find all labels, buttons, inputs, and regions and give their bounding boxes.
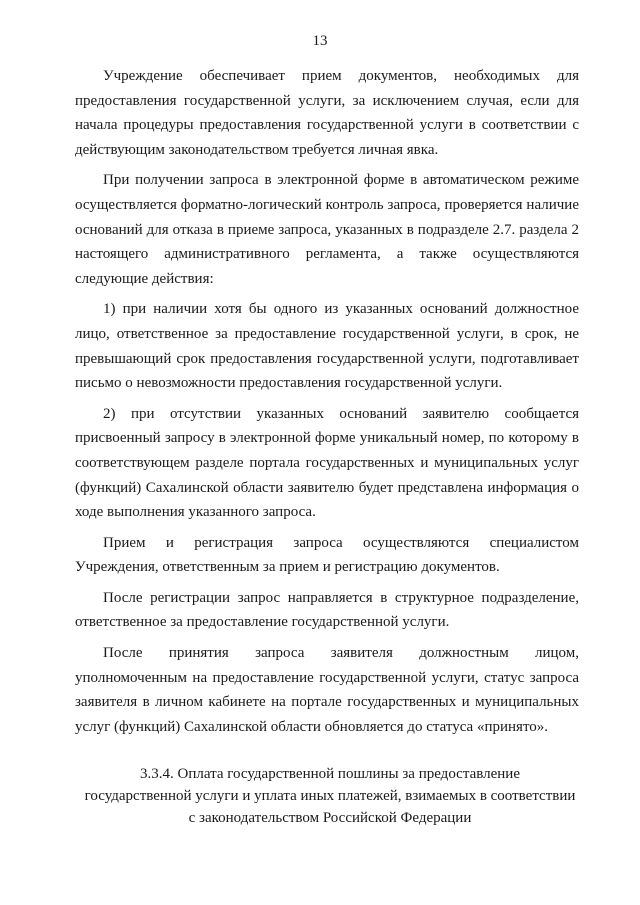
paragraph-7: После принятия запроса заявителя должностным лицом, уполномоченным на предоставление государственной услуги, статус запроса заявителя в личном кабинете на портале государственных и муниципальных услуг (функций) Сахалинской области обновляется до статуса «принято». (75, 645, 579, 735)
paragraph-6: После регистрации запрос направляется в структурное подразделение, ответственное за предоставление государственной услуги. (75, 589, 579, 631)
paragraph-2: При получении запроса в электронной форме в автоматическом режиме осуществляется форматно-логический контроль запроса, проверяется наличие оснований для отказа в приеме запроса, указанных в подразделе 2.7. раздела 2 настоящего административного регламента, а также осуществляются следующие действия: (75, 172, 579, 287)
section-heading-line: государственной услуги и уплата иных платежей, взимаемых в соответствии (84, 788, 576, 804)
section-heading (60, 763, 600, 829)
page-number: 13 (312, 33, 328, 49)
section-heading-line: с законодательством Российской Федерации (188, 810, 472, 826)
paragraph-3: 1) при наличии хотя бы одного из указанных оснований должностное лицо, ответственное за предоставление государственной услуги, в срок, не превышающий срок предоставления государственной услуги, подготавливает письмо о невозможности предоставления государственной услуги. (75, 301, 579, 392)
paragraph-5: Прием и регистрация запроса осуществляются специалистом Учреждения, ответственным за прием и регистрацию документов. (75, 534, 579, 576)
paragraph-1: Учреждение обеспечивает прием документов, необходимых для предоставления государственной услуги, за исключением случая, если для начала процедуры предоставления государственной услуги в соответствии с действующим законодательством требуется личная явка. (75, 68, 579, 158)
document-body (75, 64, 579, 745)
section-heading-line: 3.3.4. Оплата государственной пошлины за предоставление (140, 766, 520, 782)
paragraph-4: 2) при отсутствии указанных оснований заявителю сообщается присвоенный запросу в электронной форме уникальный номер, по которому в соответствующем разделе портала государственных и муниципальных услуг (функций) Сахалинской области заявителю будет представлена информация о ходе выполнения указанного запроса. (75, 405, 579, 521)
